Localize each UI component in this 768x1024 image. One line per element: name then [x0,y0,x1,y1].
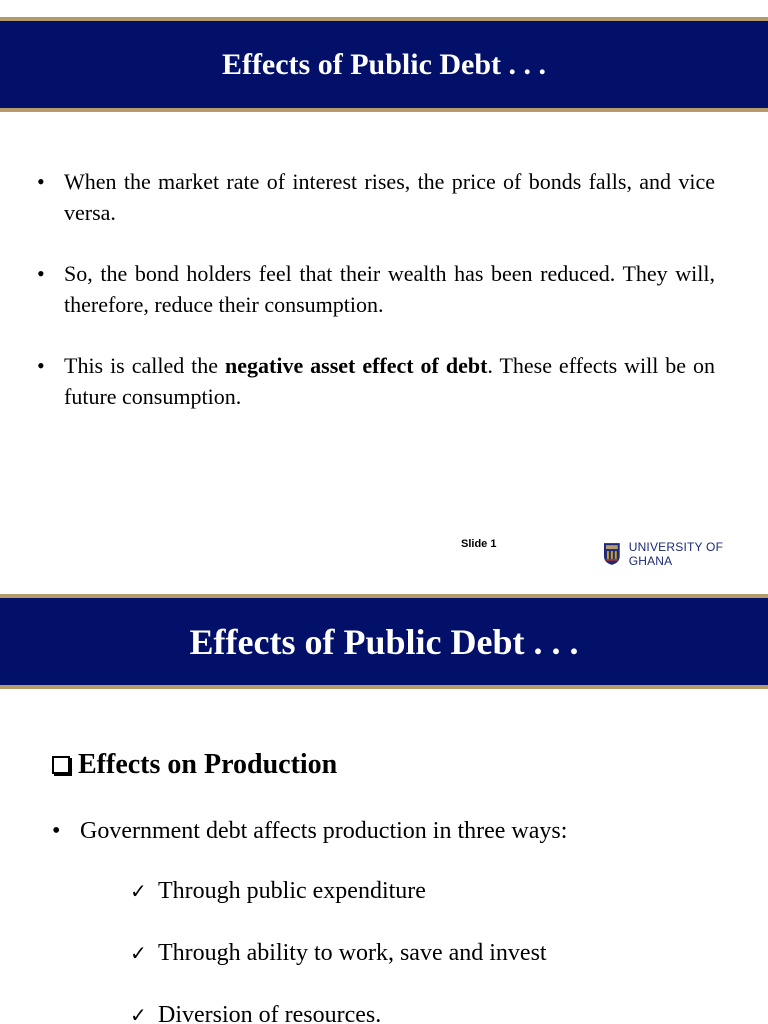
title-band [0,17,768,112]
check-text: Through public expenditure [158,878,426,904]
check-item [130,1000,547,1024]
bullet-item [37,166,715,228]
crest-icon [603,542,621,566]
check-item [130,876,547,906]
check-list [130,876,547,1024]
bullet-item [52,816,567,846]
checkmark-icon: ✓ [130,1003,147,1024]
bullet-icon: • [37,169,45,194]
bullet-text-post: . These effects will be on future consumption. [64,353,715,409]
bullet-icon: • [37,261,45,286]
bullet-text: When the market rate of interest rises, the price of bonds falls, and vice versa. [64,169,715,225]
slide-2 [0,584,768,1024]
title-band [0,594,768,689]
check-item [130,938,547,968]
checkmark-icon: ✓ [130,879,147,903]
slide-title: Effects of Public Debt . . . [189,621,579,662]
bullet-icon: • [37,353,45,378]
slide-title: Effects of Public Debt . . . [221,47,547,81]
checkbox-bullet-icon [52,756,70,774]
checkmark-icon: ✓ [130,941,147,965]
bullet-text: So, the bond holders feel that their wealth has been reduced. They will, therefore, reduce their consumption. [64,261,715,317]
university-logo [603,540,768,568]
logo-text: UNIVERSITY OF GHANA [628,540,724,568]
bullet-text-pre: This is called the [64,353,225,378]
check-text: Through ability to work, save and invest [158,940,547,966]
bullet-text-bold: negative asset effect of debt [225,353,488,378]
bullet-item [37,258,715,320]
bullet-text: Government debt affects production in three ways: [80,818,568,844]
bullet-list [37,166,715,442]
bullet-icon: • [52,818,61,844]
check-text: Diversion of resources. [158,1002,382,1024]
section-heading-text: Effects on Production [78,749,338,780]
slide-number: Slide 1 [461,538,497,550]
section-heading [52,749,337,781]
bullet-item [37,350,715,412]
